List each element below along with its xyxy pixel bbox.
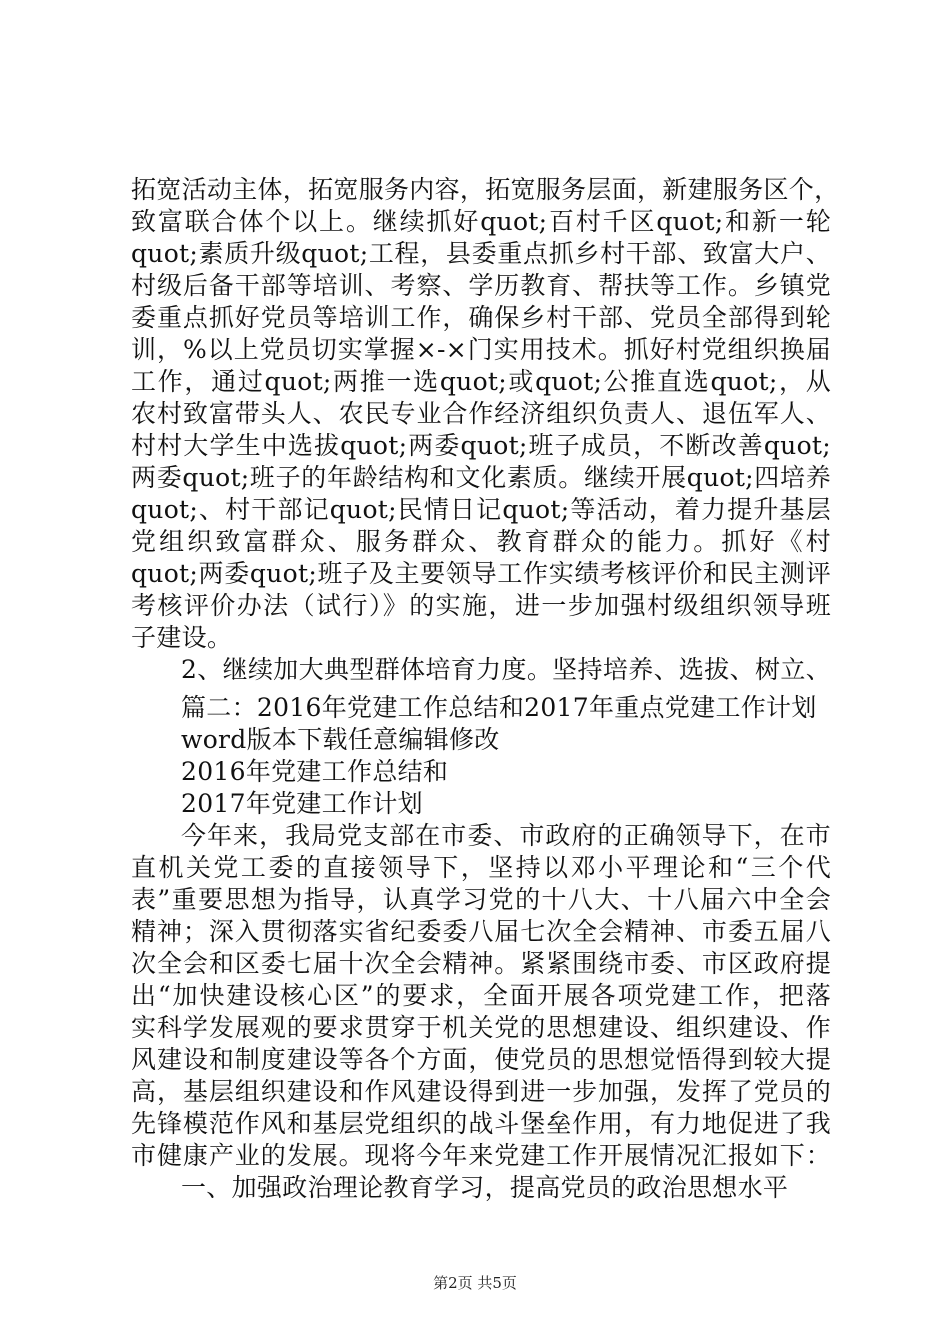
page-footer bbox=[0, 1273, 950, 1293]
paragraph-line: 拓宽活动主体，拓宽服务内容，拓宽服务层面，新建服务区个， bbox=[131, 175, 840, 204]
paragraph-line-numbered: 2、继续加大典型群体培育力度。坚持培养、选拔、树立、 bbox=[181, 655, 831, 684]
paragraph-line: 农村致富带头人、农民专业合作经济组织负责人、退伍军人、 bbox=[131, 399, 831, 428]
paragraph-line: 市健康产业的发展。现将今年来党建工作开展情况汇报如下： bbox=[131, 1141, 831, 1170]
paragraph-line: 实科学发展观的要求贯穿于机关党的思想建设、组织建设、作 bbox=[131, 1013, 831, 1042]
article-subheading: word版本下载任意编辑修改 bbox=[181, 725, 500, 754]
article-title-line: 2016年党建工作总结和 bbox=[181, 757, 449, 786]
body-text-section-two bbox=[131, 692, 831, 1204]
body-text-section-one bbox=[131, 174, 840, 686]
paragraph-line: quot;素质升级quot;工程，县委重点抓乡村干部、致富大户、 bbox=[131, 239, 831, 268]
paragraph-line: 党组织致富群众、服务群众、教育群众的能力。抓好《村 bbox=[131, 527, 831, 556]
article-heading: 篇二：2016年党建工作总结和2017年重点党建工作计划 bbox=[181, 693, 817, 722]
paragraph-line: 表”重要思想为指导，认真学习党的十八大、十八届六中全会 bbox=[131, 885, 831, 914]
paragraph-line: quot;两委quot;班子及主要领导工作实绩考核评价和民主测评 bbox=[131, 559, 831, 588]
paragraph-line: 考核评价办法（试行）》的实施，进一步加强村级组织领导班 bbox=[131, 591, 831, 620]
paragraph-line: 直机关党工委的直接领导下，坚持以邓小平理论和“三个代 bbox=[131, 853, 831, 882]
paragraph-line: 致富联合体个以上。继续抓好quot;百村千区quot;和新一轮 bbox=[131, 207, 831, 236]
paragraph-line: 先锋模范作风和基层党组织的战斗堡垒作用，有力地促进了我 bbox=[131, 1109, 831, 1138]
paragraph-line: 村村大学生中选拔quot;两委quot;班子成员，不断改善quot; bbox=[131, 431, 831, 460]
paragraph-line: 训，%以上党员切实掌握×-×门实用技术。抓好村党组织换届 bbox=[131, 335, 831, 364]
paragraph-line: quot;、村干部记quot;民情日记quot;等活动，着力提升基层 bbox=[131, 495, 831, 524]
paragraph-line: 工作，通过quot;两推一选quot;或quot;公推直选quot;，从 bbox=[131, 367, 831, 396]
section-heading: 一、加强政治理论教育学习，提高党员的政治思想水平 bbox=[181, 1173, 789, 1202]
page-number-indicator: 第2页 共5页 bbox=[433, 1274, 517, 1292]
paragraph-line: 风建设和制度建设等各个方面，使党员的思想觉悟得到较大提 bbox=[131, 1045, 831, 1074]
paragraph-line: 委重点抓好党员等培训工作，确保乡村干部、党员全部得到轮 bbox=[131, 303, 831, 332]
paragraph-line: 今年来，我局党支部在市委、市政府的正确领导下，在市 bbox=[181, 821, 831, 850]
paragraph-line: 两委quot;班子的年龄结构和文化素质。继续开展quot;四培养 bbox=[131, 463, 831, 492]
paragraph-line: 高，基层组织建设和作风建设得到进一步加强，发挥了党员的 bbox=[131, 1077, 831, 1106]
paragraph-line: 子建设。 bbox=[131, 623, 233, 652]
paragraph-line: 次全会和区委七届十次全会精神。紧紧围绕市委、市区政府提 bbox=[131, 949, 831, 978]
paragraph-line: 村级后备干部等培训、考察、学历教育、帮扶等工作。乡镇党 bbox=[131, 271, 831, 300]
paragraph-line: 精神；深入贯彻落实省纪委委八届七次全会精神、市委五届八 bbox=[131, 917, 831, 946]
article-title-line: 2017年党建工作计划 bbox=[181, 789, 423, 818]
paragraph-line: 出“加快建设核心区”的要求，全面开展各项党建工作，把落 bbox=[131, 981, 831, 1010]
